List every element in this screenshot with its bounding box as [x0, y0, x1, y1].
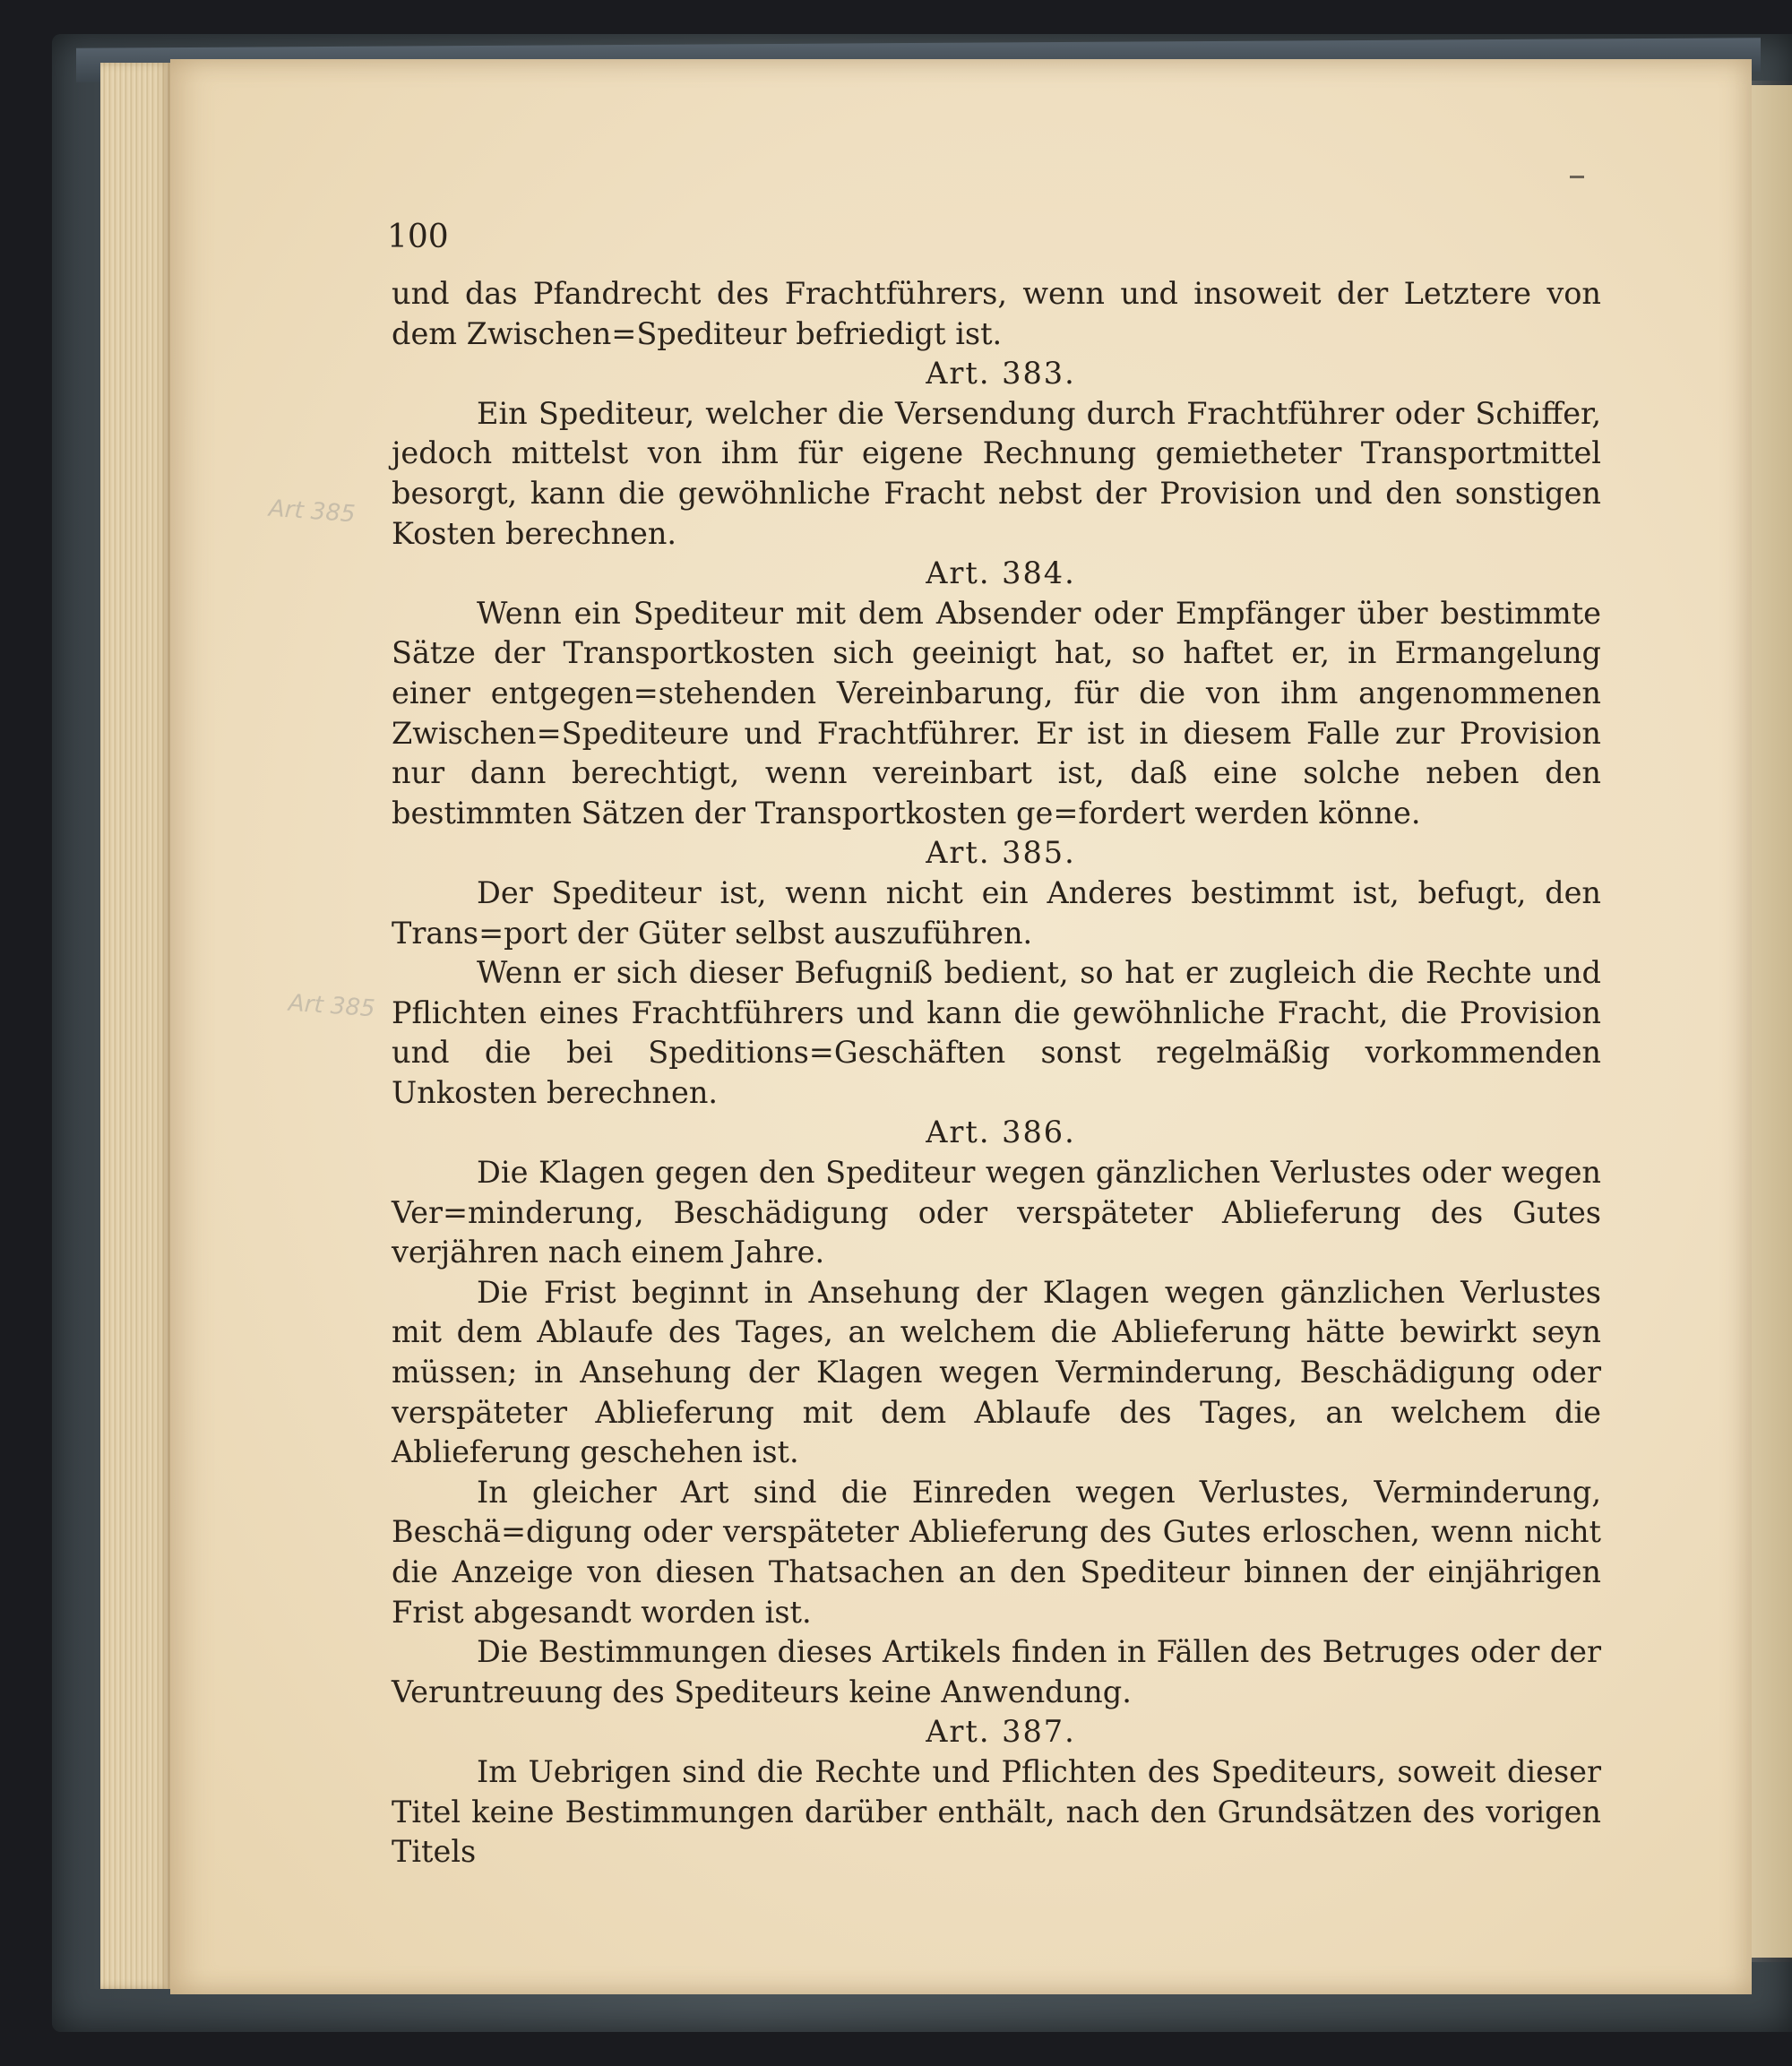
article-heading: Art. 383.: [926, 356, 1076, 392]
paragraph: und das Pfandrecht des Frachtführers, wenn und insoweit der Letztere von dem Zwischen=Spediteur befriedigt ist.: [392, 276, 1601, 351]
margin-note: Art 385: [268, 495, 357, 529]
article-heading: Art. 385.: [926, 835, 1076, 871]
paragraph: Die Frist beginnt in Ansehung der Klagen wegen gänzlichen Verlustes mit dem Ablaufe des Tages, an welchem die Ablieferung hätte bewirkt seyn müssen; in Ansehung der Klagen wegen Verminderung, Beschädigung oder verspäteter Ablieferung mit dem Ablaufe des Tages, an welchem die Ablieferung geschehen ist.: [392, 1274, 1601, 1470]
paragraph: Die Bestimmungen dieses Artikels finden in Fällen des Betruges oder der Veruntreuung des Spediteurs keine Anwendung.: [392, 1634, 1601, 1709]
paragraph: Die Klagen gegen den Spediteur wegen gänzlichen Verlustes oder wegen Ver=minderung, Beschädigung oder verspäteter Ablieferung des Gutes verjähren nach einem Jahre.: [392, 1155, 1601, 1270]
page-edges: [100, 63, 170, 1989]
paragraph: Der Spediteur ist, wenn nicht ein Anderes bestimmt ist, befugt, den Trans=port der Güter selbst auszuführen.: [392, 874, 1601, 951]
print-mark: [1570, 176, 1584, 178]
margin-note: Art 385: [288, 989, 376, 1023]
paragraph: In gleicher Art sind die Einreden wegen Verlustes, Verminderung, Beschä=digung oder verspäteter Ablieferung des Gutes erloschen, wenn nicht die Anzeige von diesen Thatsachen an den Spediteur binnen der einjährigen Frist abgesandt worden ist.: [392, 1474, 1601, 1630]
paragraph: Wenn ein Spediteur mit dem Absender oder Empfänger über bestimmte Sätze der Transportkosten sich geeinigt hat, so haftet er, in Ermangelung einer entgegen=stehenden Vereinbarung, für die von ihm angenommenen Zwischen=Spediteure und Frachtführer. Er ist in diesem Falle zur Provision nur dann berechtigt, wenn vereinbart ist, daß eine solche neben den bestimmten Sätzen der Transportkosten ge=fordert werden könne.: [392, 595, 1601, 831]
article-heading: Art. 387.: [926, 1714, 1076, 1750]
facing-page-edge: [1752, 85, 1792, 1958]
paragraph: Ein Spediteur, welcher die Versendung durch Frachtführer oder Schiffer, jedoch mittelst von ihm für eigene Rechnung gemietheter Transportmittel besorgt, kann die gewöhnliche Fracht nebst der Provision und den sonstigen Kosten berechnen.: [392, 395, 1601, 551]
page-text: [392, 274, 1601, 1872]
page-number: 100: [387, 219, 449, 255]
paragraph: Wenn er sich dieser Befugniß bedient, so hat er zugleich die Rechte und Pflichten eines Frachtführers und kann die gewöhnliche Fracht, die Provision und die bei Speditions=Geschäften sonst regelmäßig vorkommenden Unkosten berechnen.: [392, 955, 1601, 1110]
article-heading: Art. 384.: [926, 555, 1076, 591]
article-heading: Art. 386.: [926, 1115, 1076, 1150]
paragraph: Im Uebrigen sind die Rechte und Pflichten des Spediteurs, soweit dieser Titel keine Bestimmungen darüber enthält, nach den Grundsätzen des vorigen Titels: [392, 1753, 1601, 1870]
